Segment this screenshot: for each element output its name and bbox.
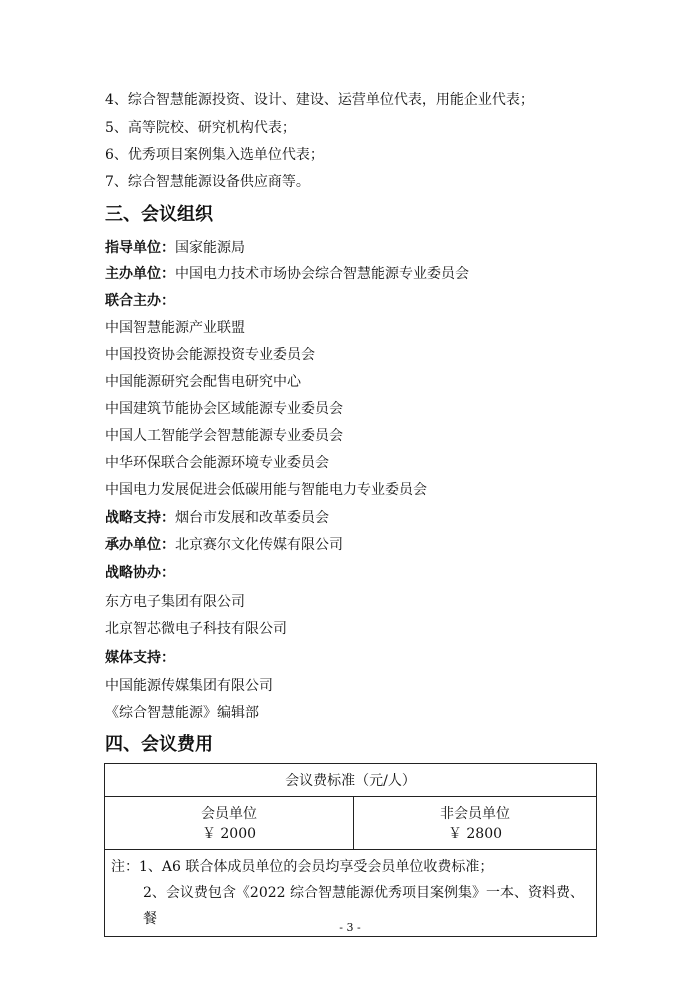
member-column-header: 会员单位 (105, 797, 354, 824)
fee-table (104, 763, 597, 937)
organizer-label: 承办单位： (105, 537, 175, 553)
cohost-item: 中国建筑节能协会区域能源专业委员会 (105, 401, 343, 417)
fee-table-header: 会议费标准（元/人） (105, 764, 597, 797)
cohost-label: 联合主办： (105, 293, 175, 309)
fee-note-2: 2、会议费包含《2022 综合智慧能源优秀项目案例集》一本、资料费、餐 (143, 885, 584, 927)
page-number: - 3 - (339, 921, 361, 934)
section-4-heading: 四、会议费用 (105, 734, 213, 755)
media-item: 《综合智慧能源》编辑部 (105, 705, 259, 721)
strategic-coop-item: 东方电子集团有限公司 (105, 594, 245, 610)
strategic-coop-label: 战略协办： (105, 565, 175, 581)
nonmember-fee: ￥ 2800 (354, 823, 597, 850)
guide-unit-label: 指导单位： (105, 240, 175, 256)
organizer-line (105, 535, 343, 555)
cohost-item: 中国人工智能学会智慧能源专业委员会 (105, 428, 343, 444)
host-unit-value: 中国电力技术市场协会综合智慧能源专业委员会 (175, 266, 469, 282)
host-unit-label: 主办单位： (105, 266, 175, 282)
nonmember-column-header: 非会员单位 (354, 797, 597, 824)
organizer-value: 北京赛尔文化传媒有限公司 (175, 537, 343, 553)
attendee-item-7: 7、综合智慧能源设备供应商等。 (105, 174, 310, 190)
guide-unit-line (105, 238, 245, 258)
cohost-item: 中华环保联合会能源环境专业委员会 (105, 455, 329, 471)
attendee-item-5: 5、高等院校、研究机构代表； (105, 120, 296, 136)
cohost-item: 中国电力发展促进会低碳用能与智能电力专业委员会 (105, 482, 427, 498)
cohost-item: 中国能源研究会配售电研究中心 (105, 374, 301, 390)
section-3-heading: 三、会议组织 (105, 204, 213, 225)
cohost-item: 中国投资协会能源投资专业委员会 (105, 347, 315, 363)
strategic-support-value: 烟台市发展和改革委员会 (175, 510, 329, 526)
cohost-item: 中国智慧能源产业联盟 (105, 320, 245, 336)
media-item: 中国能源传媒集团有限公司 (105, 678, 273, 694)
member-fee: ￥ 2000 (105, 823, 354, 850)
strategic-support-line (105, 508, 329, 528)
attendee-item-4: 4、综合智慧能源投资、设计、建设、运营单位代表，用能企业代表； (105, 92, 534, 108)
strategic-support-label: 战略支持： (105, 510, 175, 526)
media-label: 媒体支持： (105, 650, 175, 666)
guide-unit-value: 国家能源局 (175, 240, 245, 256)
fee-note-1: 注：1、A6 联合体成员单位的会员均享受会员单位收费标准； (111, 859, 494, 875)
host-unit-line (105, 264, 469, 284)
attendee-item-6: 6、优秀项目案例集入选单位代表； (105, 147, 324, 163)
strategic-coop-item: 北京智芯微电子科技有限公司 (105, 621, 287, 637)
